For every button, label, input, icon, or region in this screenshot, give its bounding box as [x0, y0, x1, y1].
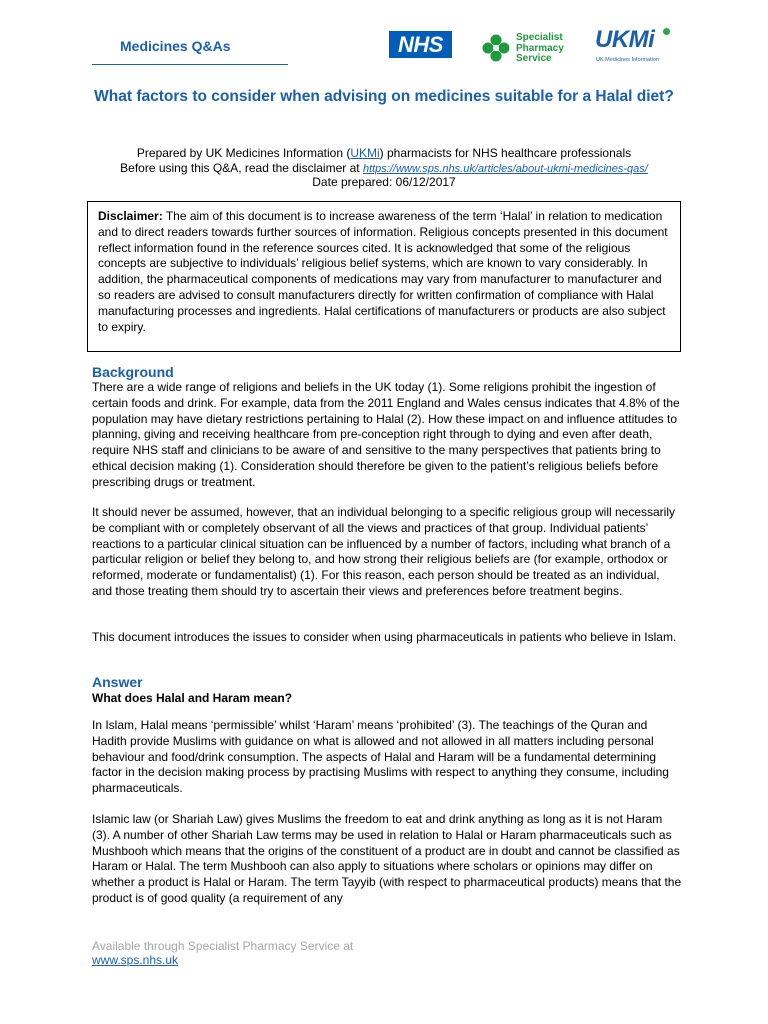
sps-logo-line: Pharmacy — [516, 42, 564, 54]
disclaimer-box — [87, 201, 681, 352]
ukmi-logo: UKMi — [595, 26, 655, 53]
answer-subheading: What does Halal and Haram mean? — [92, 691, 293, 705]
sps-logo-text — [516, 33, 564, 65]
disclaimer-text: The aim of this document is to increase awareness of the term ‘Halal’ in relation to medication and to direct readers towards further sources of information. Religious concepts presented in this document reflect information found in the reference sources cited. It is acknowledged that some of the religious concepts are subjective to individuals’ religious belief systems, which are known to vary considerably. In addition, the pharmaceutical components of medications may vary from manufacturer to manufacturer and so readers are advised to consult manufacturers directly for written confirmation of compliance with Halal manufacturing processes and ingredients. Halal certifications of manufacturers or products are also subject to expiry. — [98, 209, 668, 334]
footer-text: Available through Specialist Pharmacy Service at — [92, 939, 354, 953]
date-prepared: Date prepared: 06/12/2017 — [312, 175, 456, 189]
background-heading: Background — [92, 364, 174, 380]
disclaimer-label: Disclaimer: — [98, 209, 163, 223]
background-paragraph: There are a wide range of religions and beliefs in the UK today (1). Some religions prohibit the ingestion of certain foods and drink. For example, data from the 2011 England and Wales census indicates that 4.8% of the population may have dietary restrictions pertaining to Halal (2). How these impact on and influence attitudes to planning, giving and receiving healthcare from pre-conception right through to dying and even after death, require NHS staff and clinicians to be aware of and sensitive to the many perspectives that patients bring to ethical decision making (1). Consideration should therefore be given to the patient’s religious beliefs before prescribing drugs or treatment. — [92, 380, 680, 489]
series-title: Medicines Q&As — [120, 38, 231, 54]
sps-logo-line: Service — [516, 53, 552, 64]
sps-logo-icon — [481, 33, 511, 63]
background-paragraph: This document introduces the issues to consider when using pharmaceuticals in patients who believe in Islam. — [92, 630, 677, 644]
header-rule — [92, 64, 288, 65]
disclaimer-link[interactable]: https://www.sps.nhs.uk/articles/about-ukmi-medicines-qas/ — [362, 162, 648, 175]
sps-logo-line: Specialist — [516, 32, 563, 43]
prepared-by-text: Prepared by UK Medicines Information ( — [136, 146, 351, 160]
nhs-logo: NHS — [389, 31, 452, 58]
document-title: What factors to consider when advising on medicines suitable for a Halal diet? — [94, 88, 674, 105]
prepared-by-text: ) pharmacists for NHS healthcare professionals — [379, 146, 632, 160]
ukmi-logo-dot-icon — [663, 28, 670, 35]
ukmi-logo-subtitle: UK Medicines Information — [596, 57, 659, 63]
disclaimer-notice-text: Before using this Q&A, read the disclaimer at — [120, 160, 363, 175]
answer-paragraph: In Islam, Halal means ‘permissible’ whilst ‘Haram’ means ‘prohibited’ (3). The teachings of the Quran and Hadith provide Muslims with guidance on what is allowed and not allowed in all matters including personal behaviour and food/drink consumption. The aspects of Halal and Haram will be a fundamental determining factor in the decision making process by practising Muslims with respect to anything they consume, including pharmaceuticals. — [92, 718, 669, 796]
background-paragraph: It should never be assumed, however, that an individual belonging to a specific religious group will necessarily be compliant with or completely observant of all the views and practices of that group. Individual patients’ reactions to a particular clinical situation can be influenced by a number of factors, including what branch of a particular religion or belief they belong to, and how strong their religious beliefs are (for example, orthodox or reformed, moderate or fundamentalist) (1). For this reason, each person should be treated as an individual, and those treating them should try to ascertain their views and preferences before treatment begins. — [92, 505, 676, 598]
answer-heading: Answer — [92, 674, 143, 690]
ukmi-link[interactable]: UKMi — [350, 146, 380, 160]
prepared-by — [60, 146, 708, 161]
answer-paragraph: Islamic law (or Shariah Law) gives Muslims the freedom to eat and drink anything as long as it is not Haram (3). A number of other Shariah Law terms may be used in relation to Halal or Haram pharmaceuticals such as Mushbooh which means that the origins of the constituent of a product are in doubt and cannot be classified as Haram or Halal. The term Mushbooh can also apply to situations where scholars or opinions may differ on whether a product is Halal or Haram. The term Tayyib (with respect to pharmaceutical products) means that the product is of good quality (a requirement of any — [92, 812, 682, 905]
footer-link[interactable]: www.sps.nhs.uk — [92, 953, 179, 967]
